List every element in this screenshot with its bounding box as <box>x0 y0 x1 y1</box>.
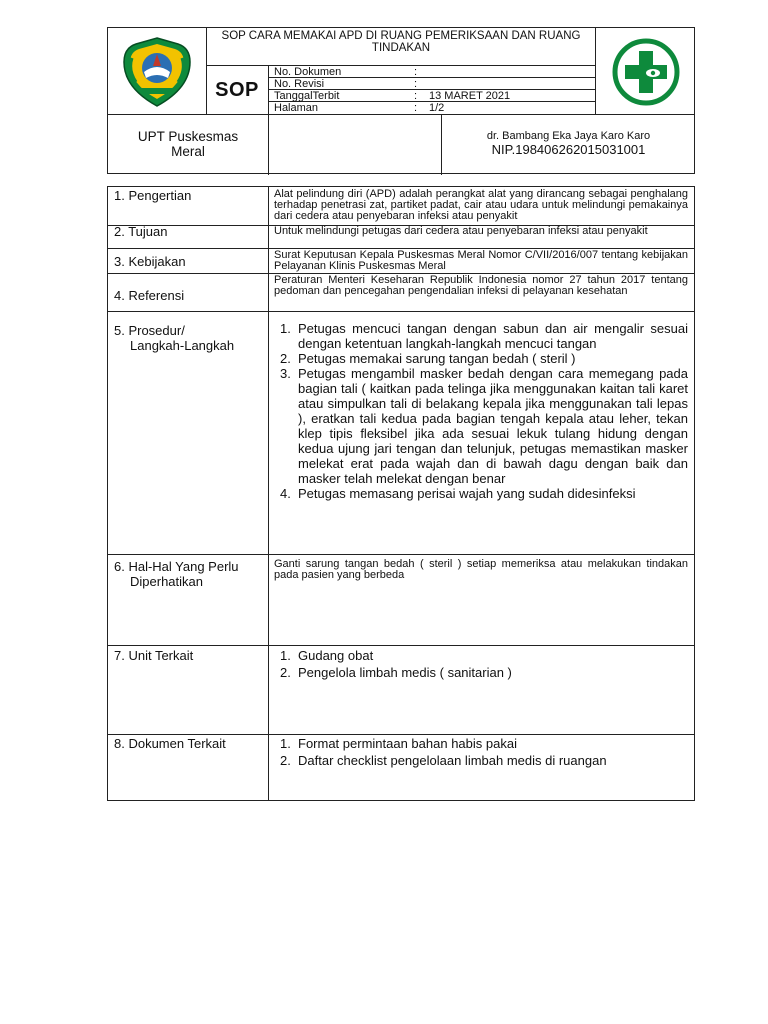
organization-name: UPT Puskesmas Meral <box>137 129 239 159</box>
signer-block <box>441 115 696 175</box>
label-unit-terkait: 7. Unit Terkait <box>114 648 194 663</box>
document-meta <box>268 65 596 115</box>
text-hal-hal: Ganti sarung tangan bedah ( steril ) setiap memeriksa atau melakukan tindakan pada pasien yang berbeda <box>274 558 688 581</box>
list-item: 2. Daftar checklist pengelolaan limbah medis di ruangan <box>280 753 607 768</box>
list-item: 1. Gudang obat <box>280 648 374 663</box>
meta-row-halaman: Halaman : 1/2 <box>274 102 445 114</box>
sop-label: SOP <box>215 78 259 101</box>
list-item: 2. Petugas memakai sarung tangan bedah ( steril ) <box>280 351 576 366</box>
document-list <box>274 736 688 768</box>
label-hal-hal: 6. Hal-Hal Yang Perlu Diperhatikan <box>114 559 239 589</box>
meta-row-revisi: No. Revisi : <box>274 78 418 90</box>
meta-row-tanggal: TanggalTerbit : 13 MARET 2021 <box>274 90 511 102</box>
text-tujuan: Untuk melindungi petugas dari cedera atau penyebaran infeksi atau penyakit <box>274 225 648 237</box>
label-kebijakan: 3. Kebijakan <box>114 254 186 269</box>
list-item: 4. Petugas memasang perisai wajah yang sudah didesinfeksi <box>280 486 636 501</box>
text-kebijakan: Surat Keputusan Kepala Puskesmas Meral Nomor C/VII/2016/007 tentang kebijakan Pelayanan Klinis Puskesmas Meral <box>274 249 688 272</box>
text-referensi: Peraturan Menteri Keseharan Republik Indonesia nomor 27 tahun 2017 tentang pedoman dan pencegahan pengendalian infeksi di pelayanan kesehatan <box>274 274 688 297</box>
regency-emblem-icon <box>108 28 206 115</box>
signer-name: dr. Bambang Eka Jaya Karo Karo <box>486 130 651 142</box>
sop-content-table <box>107 186 695 801</box>
text-pengertian: Alat pelindung diri (APD) adalah perangkat alat yang dirancang sebagai penghalang terhadap penetrasi zat, partiket padat, cair atau udara untuk melindungi pemakainya dari cedera atau penyebaran infeksi atau penyakit <box>274 188 688 222</box>
unit-list <box>274 648 688 680</box>
signer-nip: NIP.198406262015031001 <box>491 142 646 157</box>
sop-header <box>107 27 695 174</box>
list-item: 1. Format permintaan bahan habis pakai <box>280 736 517 751</box>
procedure-steps <box>274 321 688 501</box>
label-prosedur: 5. Prosedur/ Langkah-Langkah <box>114 323 235 353</box>
label-dokumen-terkait: 8. Dokumen Terkait <box>114 736 226 751</box>
label-pengertian: 1. Pengertian <box>114 188 192 203</box>
label-referensi: 4. Referensi <box>114 288 185 303</box>
meta-row-dokumen: No. Dokumen : <box>274 66 418 78</box>
list-item: 3. Petugas mengambil masker bedah dengan cara memegang pada bagian tali ( kaitkan pada telinga jika menggunakan kaitan tali karet atau simpulkan tali di belakang kepala jika menggunakan tali lepas ), eratkan tali kedua pada bagian tengah kepala atau leher, tekan klep tipis fleksibel jika ada sesuai lekuk tulang hidung dengan kedua ujung jari tengan dan telunjuk, petugas memastikan masker melekat erat pada wajah dan di bawah dagu dengan baik dan masker telah melekat dengan benar <box>280 366 688 486</box>
label-tujuan: 2. Tujuan <box>114 224 168 239</box>
list-item: 1. Petugas mencuci tangan dengan sabun dan air mengalir sesuai dengan ketentuan langkah-langkah mencuci tangan <box>280 321 688 351</box>
health-cross-icon <box>596 28 696 115</box>
list-item: 2. Pengelola limbah medis ( sanitarian ) <box>280 665 512 680</box>
document-title: SOP CARA MEMAKAI APD DI RUANG PEMERIKSAAN DAN RUANG TINDAKAN <box>221 30 581 54</box>
